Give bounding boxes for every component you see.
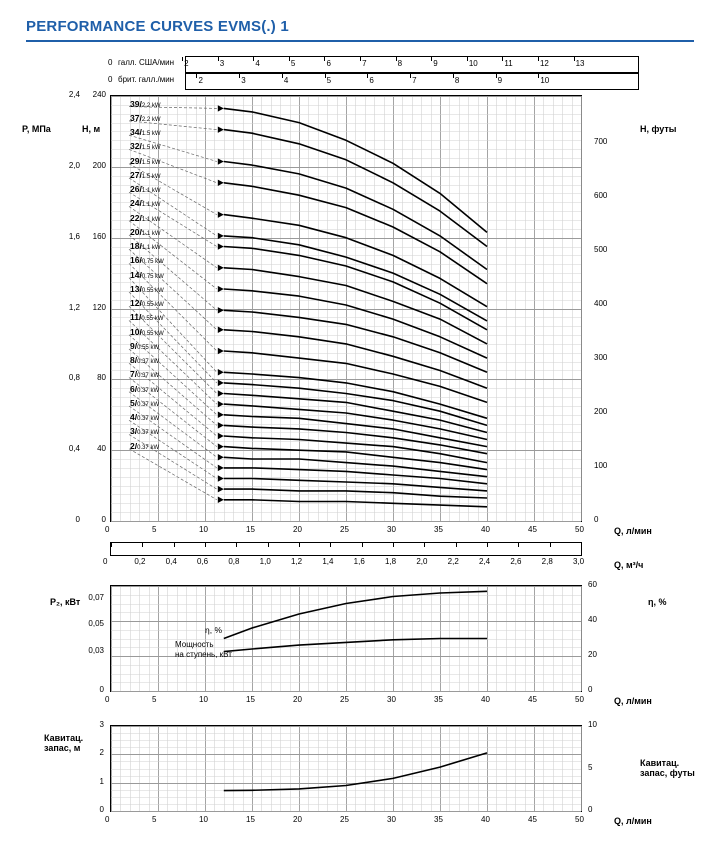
us-gpm-tickmark-8 (396, 57, 397, 61)
stage-count: 26/ (130, 184, 142, 195)
npsh-left-title-line-0: Кавитац. (44, 733, 84, 743)
q-lpm-tick-npsh-20: 20 (293, 815, 302, 824)
q-m3h-tick-0,4: 0,4 (165, 557, 177, 566)
imp-gpm-tickmark-5 (325, 74, 326, 78)
left-pressure-title: P, МПа (22, 124, 51, 134)
stage-power: 1.5 kW (141, 145, 161, 152)
stage-power: 0.75 kW (141, 273, 164, 280)
curve-arrow (218, 265, 224, 271)
pressure-tick-2,0: 2,0 (68, 160, 80, 170)
pressure-tick-0,4: 0,4 (68, 444, 80, 454)
q-m3h-tick-0,8: 0,8 (228, 557, 240, 566)
stage-count: 22/ (130, 212, 142, 223)
power-curve (224, 639, 487, 652)
q-lpm-tick-npsh-30: 30 (387, 815, 396, 824)
stage-label-18 (130, 241, 161, 251)
us-gpm-zero: 0 (108, 58, 113, 67)
stage-power: 0.37 kW (137, 359, 160, 366)
q-lpm-tick-power-30: 30 (387, 695, 396, 704)
q-m3h-tick-0,6: 0,6 (197, 557, 209, 566)
curve-arrow (218, 243, 224, 249)
power-note-line-1: на ступень, кВт (175, 650, 232, 659)
us-gpm-tick-12: 12 (539, 59, 549, 68)
curve-5-0-37-kW (224, 468, 487, 484)
power-right-tick-40: 40 (588, 615, 597, 624)
stage-count: 20/ (130, 226, 142, 237)
power-right-tick-0: 0 (588, 685, 593, 694)
curve-6-0-37-kW (224, 457, 487, 476)
stage-count: 14/ (130, 269, 142, 280)
power-left-tick-0,05: 0,05 (88, 619, 104, 629)
us-gpm-tick-11: 11 (504, 59, 513, 68)
stage-label-39 (130, 99, 161, 109)
stage-label-14 (130, 270, 164, 280)
curve-arrow (218, 380, 224, 386)
stage-label-10 (130, 327, 164, 337)
stage-count: 24/ (130, 198, 142, 209)
power-left-tick-0: 0 (99, 685, 104, 694)
npsh-left-tick-0: 0 (99, 805, 104, 814)
npsh-right-title-line-0: Кавитац. (640, 758, 680, 768)
power-right-tick-60: 60 (588, 580, 597, 589)
q-m3h-tickmark-1,8 (393, 543, 394, 547)
stage-power: 0.37 kW (137, 444, 160, 451)
us-gpm-tickmark-3 (218, 57, 219, 61)
us-gpm-tickmark-11 (502, 57, 503, 61)
imp-gpm-zero: 0 (108, 75, 113, 84)
head-ft-tick-100: 100 (594, 461, 608, 471)
head-m-tick-160: 160 (92, 231, 106, 241)
stage-label-34 (130, 127, 161, 137)
stage-count: 27/ (130, 169, 142, 180)
stage-label-26 (130, 184, 161, 194)
curve-arrow (218, 475, 224, 481)
stage-power: 1.1 kW (141, 202, 161, 209)
stage-power: 2.2 kW (141, 116, 161, 123)
stage-count: 3/ (130, 426, 138, 437)
curve-arrow (218, 327, 224, 333)
npsh-left-tick-2: 2 (99, 748, 104, 758)
curve-arrow (218, 454, 224, 460)
stage-count: 6/ (130, 383, 138, 394)
q-lpm-tick-npsh-40: 40 (481, 815, 490, 824)
q-lpm-tick-power-50: 50 (575, 695, 584, 704)
curve-arrow (218, 422, 224, 428)
stage-power: 1.1 kW (141, 245, 161, 252)
q-m3h-tick-2,8: 2,8 (541, 557, 553, 566)
stage-power: 1.1 kW (141, 188, 161, 195)
stage-power: 0.55 kW (141, 287, 164, 294)
stage-label-27 (130, 170, 161, 180)
curve-arrow (218, 497, 224, 503)
stage-label-7 (130, 369, 159, 379)
stage-power: 0.55 kW (137, 344, 160, 351)
stage-power: 0.37 kW (137, 430, 160, 437)
us-gpm-tick-4: 4 (255, 59, 260, 68)
head-m-tick-80: 80 (97, 373, 106, 383)
us-gpm-unit: галл. США/мин (118, 58, 175, 67)
us-gpm-tickmark-5 (289, 57, 290, 61)
stage-power: 0.55 kW (141, 316, 164, 323)
head-m-tick-240: 240 (92, 90, 106, 99)
curve-20-1-1-kW (224, 310, 487, 372)
us-gpm-tickmark-9 (431, 57, 432, 61)
stage-label-8 (130, 355, 159, 365)
curve-arrow (218, 465, 224, 471)
q-lpm-tick-main-5: 5 (152, 525, 157, 534)
stage-label-24 (130, 198, 161, 208)
q-lpm-tick-power-25: 25 (340, 695, 349, 704)
stage-label-20 (130, 227, 161, 237)
q-m3h-tickmark-2,2 (456, 543, 457, 547)
curve-arrow (218, 390, 224, 396)
stage-label-4 (130, 412, 159, 422)
stage-count: 7/ (130, 369, 138, 380)
curve-arrow (218, 286, 224, 292)
q-lpm-tick-main-35: 35 (434, 525, 443, 534)
imp-gpm-tickmark-7 (410, 74, 411, 78)
q-lpm-tick-power-15: 15 (246, 695, 255, 704)
curve-arrow (218, 369, 224, 375)
curve-arrow (218, 307, 224, 313)
q-m3h-tick-2,0: 2,0 (416, 557, 428, 566)
q-lpm-tick-npsh-10: 10 (199, 815, 208, 824)
stage-count: 34/ (130, 127, 142, 138)
stage-power: 1.5 kW (141, 159, 161, 166)
q-lpm-tick-npsh-5: 5 (152, 815, 157, 824)
us-gpm-tickmark-10 (467, 57, 468, 61)
imp-gpm-tickmark-8 (453, 74, 454, 78)
q-lpm-tick-power-10: 10 (199, 695, 208, 704)
q-m3h-tick-1,0: 1,0 (259, 557, 271, 566)
head-ft-tick-700: 700 (594, 137, 608, 147)
imp-gpm-tickmark-9 (496, 74, 497, 78)
q-m3h-title-main: Q, м³/ч (614, 560, 644, 570)
us-gpm-tick-7: 7 (362, 59, 367, 68)
q-lpm-tick-main-20: 20 (293, 525, 302, 534)
q-lpm-tick-main-15: 15 (246, 525, 255, 534)
curve-arrow (218, 233, 224, 239)
q-lpm-tick-main-30: 30 (387, 525, 396, 534)
q-m3h-tickmark-1,6 (362, 543, 363, 547)
power-right-tick-20: 20 (588, 650, 597, 659)
stage-count: 10/ (130, 326, 142, 337)
q-lpm-tick-npsh-0: 0 (105, 815, 110, 824)
curve-leader (129, 449, 217, 500)
stage-count: 9/ (130, 340, 138, 351)
q-m3h-scalebar (110, 542, 582, 556)
q-m3h-tick-2,2: 2,2 (447, 557, 459, 566)
q-m3h-tick-1,2: 1,2 (291, 557, 303, 566)
imp-gpm-tick-7: 7 (412, 76, 417, 85)
q-lpm-title-main: Q, л/мин (614, 526, 652, 536)
us-gpm-tick-9: 9 (433, 59, 438, 68)
us-gpm-tickmark-12 (538, 57, 539, 61)
q-m3h-tickmark-2,6 (518, 543, 519, 547)
stage-label-6 (130, 384, 159, 394)
eta-label: η, % (205, 625, 223, 635)
stage-power: 0.37 kW (137, 387, 160, 394)
q-lpm-tick-power-40: 40 (481, 695, 490, 704)
q-m3h-tickmark-2,0 (424, 543, 425, 547)
head-m-tick-200: 200 (92, 160, 106, 170)
stage-count: 32/ (130, 141, 142, 152)
imp-gpm-tick-2: 2 (198, 76, 203, 85)
q-lpm-tick-npsh-50: 50 (575, 815, 584, 824)
q-lpm-tick-main-10: 10 (199, 525, 208, 534)
stage-power: 2.2 kW (141, 102, 161, 109)
q-m3h-tick-3,0: 3,0 (573, 557, 585, 566)
q-lpm-title-npsh: Q, л/мин (614, 816, 652, 826)
q-m3h-tickmark-1,2 (299, 543, 300, 547)
imp-gpm-tick-5: 5 (326, 76, 332, 85)
q-lpm-tick-power-35: 35 (434, 695, 443, 704)
us-gpm-scalebar (185, 56, 639, 73)
stage-count: 2/ (130, 440, 138, 451)
npsh-left-tick-3: 3 (99, 720, 104, 729)
stage-count: 12/ (130, 298, 142, 309)
stage-count: 8/ (130, 355, 138, 366)
us-gpm-tickmark-6 (324, 57, 325, 61)
stage-label-37 (130, 113, 161, 123)
stage-power: 1.1 kW (141, 216, 161, 223)
power-efficiency-chart (110, 585, 582, 692)
q-m3h-tick-2,6: 2,6 (510, 557, 522, 566)
power-right-title: η, % (648, 597, 667, 607)
stage-power: 0.55 kW (141, 302, 164, 309)
q-m3h-tick-0,2: 0,2 (134, 557, 146, 566)
q-m3h-tick-1,6: 1,6 (353, 557, 365, 566)
q-lpm-tick-main-50: 50 (575, 525, 584, 534)
curve-arrow (218, 158, 224, 164)
q-m3h-tickmark-0,4 (174, 543, 175, 547)
q-m3h-tick-1,8: 1,8 (385, 557, 397, 566)
npsh-right-tick-5: 5 (588, 762, 593, 772)
power-per-stage-note (175, 640, 232, 660)
pressure-tick-1,6: 1,6 (68, 231, 80, 241)
stage-label-3 (130, 426, 159, 436)
us-gpm-tick-8: 8 (397, 59, 403, 68)
stage-count: 29/ (130, 155, 142, 166)
npsh-right-tick-10: 10 (588, 720, 597, 729)
q-lpm-tick-main-0: 0 (105, 525, 110, 534)
stage-count: 37/ (130, 112, 142, 123)
imp-gpm-tickmark-10 (538, 74, 539, 78)
imp-gpm-tick-9: 9 (497, 76, 503, 85)
imp-gpm-tick-4: 4 (283, 76, 289, 85)
npsh-curve (224, 753, 487, 791)
pressure-tick-2,4: 2,4 (68, 90, 80, 99)
stage-label-22 (130, 213, 161, 223)
q-lpm-tick-npsh-35: 35 (434, 815, 443, 824)
curve-arrow (218, 486, 224, 492)
head-m-tick-120: 120 (92, 302, 106, 312)
us-gpm-tick-3: 3 (219, 59, 225, 68)
curve-arrow (218, 105, 224, 111)
imp-gpm-tickmark-3 (239, 74, 240, 78)
npsh-left-title (44, 733, 83, 753)
q-lpm-tick-power-20: 20 (293, 695, 302, 704)
pressure-tick-0,8: 0,8 (68, 373, 80, 383)
npsh-right-title-line-1: запас, футы (640, 768, 695, 778)
q-lpm-tick-npsh-15: 15 (246, 815, 255, 824)
q-lpm-tick-power-45: 45 (528, 695, 537, 704)
imp-gpm-tickmark-6 (367, 74, 368, 78)
stage-power: 0.37 kW (137, 401, 160, 408)
npsh-right-title (640, 758, 695, 778)
us-gpm-tickmark-2 (182, 57, 183, 61)
imp-gpm-unit: брит. галл./мин (118, 75, 175, 84)
q-lpm-tick-npsh-45: 45 (528, 815, 537, 824)
curve-arrow (218, 211, 224, 217)
imp-gpm-scalebar (185, 73, 639, 90)
stage-label-2 (130, 441, 159, 451)
stage-count: 13/ (130, 283, 142, 294)
q-lpm-tick-main-45: 45 (528, 525, 537, 534)
stage-label-12 (130, 298, 164, 308)
stage-count: 4/ (130, 412, 138, 423)
q-m3h-tickmark-2,8 (550, 543, 551, 547)
stage-count: 18/ (130, 241, 142, 252)
stage-power: 1.5 kW (141, 173, 161, 180)
imp-gpm-tickmark-2 (196, 74, 197, 78)
q-lpm-title-power: Q, л/мин (614, 696, 652, 706)
stage-count: 5/ (130, 397, 138, 408)
us-gpm-tick-10: 10 (468, 59, 478, 68)
efficiency-curve (224, 591, 487, 638)
curve-arrow (218, 180, 224, 186)
stage-label-16 (130, 255, 164, 265)
power-curves (111, 586, 581, 691)
stage-power: 1.1 kW (141, 230, 161, 237)
us-gpm-tickmark-7 (360, 57, 361, 61)
pressure-tick-0: 0 (75, 515, 80, 524)
curve-arrow (218, 401, 224, 407)
curve-arrow (218, 443, 224, 449)
us-gpm-tick-2: 2 (184, 59, 189, 68)
head-m-tick-0: 0 (101, 515, 106, 524)
main-performance-chart (110, 95, 582, 522)
stage-label-32 (130, 141, 161, 151)
head-ft-tick-200: 200 (594, 407, 608, 417)
head-ft-tick-600: 600 (594, 191, 608, 201)
power-left-tick-0,03: 0,03 (88, 645, 104, 655)
stage-power: 0.75 kW (141, 259, 164, 266)
curve-3-0-37-kW (224, 489, 487, 498)
q-m3h-tickmark-0,2 (142, 543, 143, 547)
stage-count: 11/ (130, 312, 142, 323)
q-m3h-tickmark-0,6 (205, 543, 206, 547)
stage-label-9 (130, 341, 159, 351)
power-left-tick-0,07: 0,07 (88, 593, 104, 603)
imp-gpm-tick-8: 8 (454, 76, 460, 85)
curve-18-1-1-kW (224, 330, 487, 388)
us-gpm-tick-5: 5 (290, 59, 296, 68)
power-note-line-0: Мощность (175, 640, 214, 649)
q-m3h-tickmark-2,4 (487, 543, 488, 547)
q-m3h-tickmark-1,0 (268, 543, 269, 547)
stage-label-11 (130, 312, 163, 322)
curve-arrow (218, 348, 224, 354)
q-m3h-tick-0: 0 (103, 557, 108, 566)
power-left-title: P₂, кВт (50, 597, 81, 607)
head-ft-tick-300: 300 (594, 353, 608, 363)
stage-power: 0.37 kW (137, 416, 160, 423)
curve-34-1-5-kW (224, 162, 487, 270)
q-m3h-tick-2,4: 2,4 (479, 557, 491, 566)
q-m3h-tick-1,4: 1,4 (322, 557, 334, 566)
page-title: PERFORMANCE CURVES EVMS(.) 1 (26, 18, 289, 35)
q-lpm-tick-main-40: 40 (481, 525, 490, 534)
npsh-right-tick-0: 0 (588, 805, 593, 814)
q-m3h-tickmark-0 (111, 543, 112, 547)
stage-power: 1.5 kW (141, 131, 161, 138)
stage-label-29 (130, 156, 161, 166)
npsh-curve-group (111, 726, 581, 811)
stage-label-13 (130, 284, 164, 294)
us-gpm-tick-13: 13 (575, 59, 585, 68)
head-ft-tick-400: 400 (594, 299, 608, 309)
q-m3h-tickmark-1,4 (330, 543, 331, 547)
us-gpm-tick-6: 6 (326, 59, 331, 68)
q-lpm-tick-power-0: 0 (105, 695, 110, 704)
stage-power: 0.55 kW (141, 330, 164, 337)
pressure-tick-1,2: 1,2 (68, 302, 80, 312)
left-head-title: H, м (82, 124, 101, 134)
curve-arrow (218, 412, 224, 418)
us-gpm-tickmark-13 (574, 57, 575, 61)
curve-arrow (218, 126, 224, 132)
q-m3h-tickmark-0,8 (236, 543, 237, 547)
head-m-tick-40: 40 (97, 444, 106, 454)
q-lpm-tick-power-5: 5 (152, 695, 157, 704)
stage-count: 39/ (130, 98, 142, 109)
stage-power: 0.37 kW (137, 373, 160, 380)
curve-arrow (218, 433, 224, 439)
q-m3h-tickmark-3,0 (581, 543, 582, 547)
curve-2-0-37-kW (224, 500, 487, 507)
head-ft-tick-0: 0 (594, 515, 599, 524)
q-lpm-tick-main-25: 25 (340, 525, 349, 534)
us-gpm-tickmark-4 (253, 57, 254, 61)
stage-label-5 (130, 398, 159, 408)
main-curves (111, 96, 581, 521)
stage-count: 16/ (130, 255, 142, 266)
title-divider (26, 40, 694, 42)
right-head-title: H, футы (640, 124, 677, 134)
imp-gpm-tickmark-4 (282, 74, 283, 78)
curve-7-0-37-kW (224, 447, 487, 470)
npsh-left-title-line-1: запас, м (44, 743, 81, 753)
q-lpm-tick-npsh-25: 25 (340, 815, 349, 824)
curve-39-2-2-kW (224, 108, 487, 232)
imp-gpm-tick-3: 3 (241, 76, 246, 85)
head-ft-tick-500: 500 (594, 245, 608, 255)
npsh-chart (110, 725, 582, 812)
npsh-left-tick-1: 1 (99, 776, 104, 786)
imp-gpm-tick-10: 10 (540, 76, 550, 85)
imp-gpm-tick-6: 6 (369, 76, 374, 85)
